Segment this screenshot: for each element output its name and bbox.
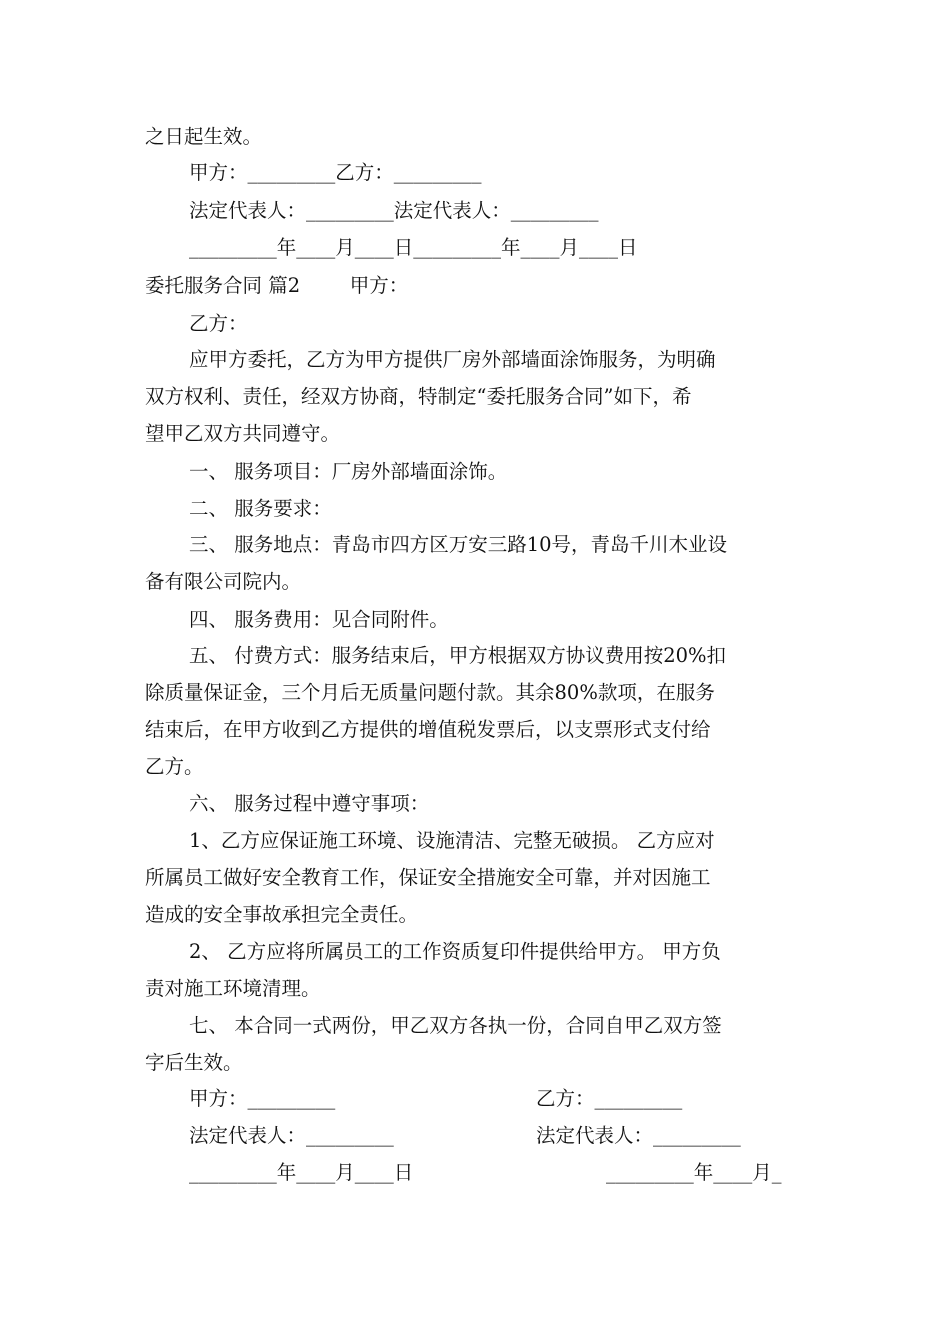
clause-line: 一、 服务项目：厂房外部墙面涂饰。 <box>189 460 508 483</box>
paragraph-line: 望甲乙双方共同遵守。 <box>145 422 341 445</box>
text-line: 之日起生效。 <box>145 125 263 148</box>
clause-line: 所属员工做好安全教育工作，保证安全措施安全可靠，并对因施工 <box>145 866 711 889</box>
clause-line: 1、乙方应保证施工环境、设施清洁、完整无破损。 乙方应对 <box>189 829 715 852</box>
clause-line: 四、 服务费用：见合同附件。 <box>189 608 449 631</box>
paragraph-line: 双方权利、责任，经双方协商，特制定“委托服务合同”如下，希 <box>145 385 692 408</box>
clause-line: 二、 服务要求： <box>189 497 332 520</box>
clause-line: 乙方。 <box>145 755 204 778</box>
clause-line: 六、 服务过程中遵守事项： <box>189 792 430 815</box>
clause-line: 七、 本合同一式两份，甲乙双方各执一份，合同自甲乙双方签 <box>189 1014 722 1037</box>
clause-line: 责对施工环境清理。 <box>145 977 321 1000</box>
signature-date-b: _________年____月_ <box>606 1161 782 1184</box>
clause-line: 除质量保证金，三个月后无质量问题付款。其余80%款项，在服务 <box>145 681 715 704</box>
clause-line: 备有限公司院内。 <box>145 570 302 593</box>
clause-line: 五、 付费方式：服务结束后，甲方根据双方协议费用按20%扣 <box>189 644 727 667</box>
party-b-line: 乙方： <box>189 312 248 335</box>
clause-line: 2、 乙方应将所属员工的工作资质复印件提供给甲方。 甲方负 <box>189 940 721 963</box>
signature-rep-a: 法定代表人：_________ <box>189 1124 394 1147</box>
signature-party-b: 乙方：_________ <box>536 1087 683 1110</box>
clause-line: 造成的安全事故承担完全责任。 <box>145 903 419 926</box>
signature-rep-b: 法定代表人：_________ <box>536 1124 741 1147</box>
signature-rep-line: 法定代表人：_________法定代表人：_________ <box>189 199 599 222</box>
clause-line: 结束后，在甲方收到乙方提供的增值税发票后，以支票形式支付给 <box>145 718 711 741</box>
clause-line: 三、 服务地点：青岛市四方区万安三路10号，青岛千川木业设 <box>189 533 728 556</box>
signature-party-a: 甲方：_________ <box>189 1087 336 1110</box>
signature-date-line: _________年____月____日_________年____月____日 <box>189 236 638 259</box>
paragraph-line: 应甲方委托，乙方为甲方提供厂房外部墙面涂饰服务，为明确 <box>189 348 716 371</box>
section-heading: 委托服务合同 篇2 甲方： <box>145 274 409 297</box>
signature-party-line: 甲方：_________乙方：_________ <box>189 161 482 184</box>
clause-line: 字后生效。 <box>145 1051 243 1074</box>
signature-date-a: _________年____月____日 <box>189 1161 414 1184</box>
